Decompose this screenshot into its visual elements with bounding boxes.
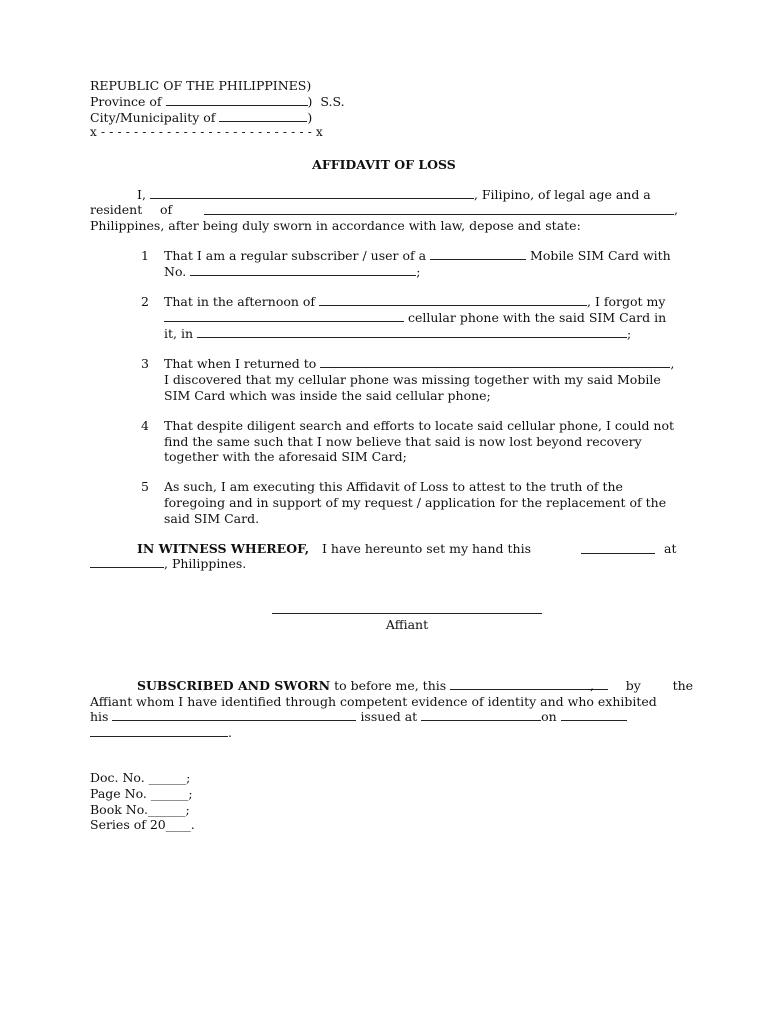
witness-tail: , Philippines.: [164, 556, 247, 571]
jurat-line-1: [137, 678, 608, 693]
intro-comma: ,: [674, 202, 678, 217]
witness-text: I have hereunto set my hand this: [322, 541, 532, 556]
item-1-text-b: Mobile SIM Card with: [530, 248, 671, 263]
jurat-day-blank[interactable]: [450, 678, 608, 690]
witness-bold: IN WITNESS WHEREOF,: [137, 541, 310, 556]
item-3-line-2: I discovered that my cellular phone was missing together with my said Mobile: [164, 372, 661, 387]
affiant-label: Affiant: [385, 617, 429, 632]
sim-network-blank[interactable]: [430, 248, 526, 260]
item-2-text-d: it, in: [164, 326, 194, 341]
ss-label: S.S.: [320, 94, 345, 109]
jurat-by: , by the: [590, 678, 694, 693]
item-1-text-d: ;: [416, 264, 421, 279]
jurat-line-3: [90, 709, 627, 724]
witness-line-2: [90, 556, 246, 571]
item-4-line-3: together with the aforesaid SIM Card;: [164, 449, 407, 464]
item-5-line-1: As such, I am executing this Affidavit of Loss to attest to the truth of the: [164, 479, 623, 494]
jurat-on: on: [541, 709, 557, 724]
witness-at: at: [664, 541, 677, 556]
item-1-text-c: No.: [164, 264, 187, 279]
residence-blank[interactable]: [204, 202, 674, 215]
jurat-issued: issued at: [360, 709, 418, 724]
item-3-text-a: That when I returned to: [164, 356, 317, 371]
item-2-text-c: cellular phone with the said SIM Card in: [407, 310, 667, 325]
witness-place-blank[interactable]: [90, 556, 164, 568]
item-2-text-b: , I forgot my: [587, 294, 666, 309]
return-place-blank[interactable]: [320, 356, 670, 368]
jurat-bold: SUBSCRIBED AND SWORN: [137, 678, 331, 693]
issued-place-blank[interactable]: [421, 709, 541, 721]
province-blank[interactable]: [166, 94, 308, 106]
item-2-text-e: ;: [627, 326, 632, 341]
item-2-text-a: That in the afternoon of: [164, 294, 316, 309]
jurat-line-2: Affiant whom I have identified through competent evidence of identity and who exhibited: [90, 694, 657, 709]
item-2-line-2: [164, 310, 666, 325]
book-no: Book No.______;: [90, 802, 190, 817]
document-title: AFFIDAVIT OF LOSS: [312, 157, 456, 172]
intro-line-1: [137, 187, 651, 202]
item-3-line-3: SIM Card which was inside the said cellular phone;: [164, 388, 491, 403]
city-line: [90, 110, 312, 125]
item-3-number: 3: [141, 356, 149, 371]
loss-place-blank[interactable]: [197, 326, 627, 338]
sim-number-blank[interactable]: [190, 264, 416, 276]
item-1-line-2: [164, 264, 420, 279]
item-4-number: 4: [141, 418, 149, 433]
republic-line: REPUBLIC OF THE PHILIPPINES): [90, 78, 312, 93]
jurat-text: to before me, this: [334, 678, 447, 693]
item-4-line-1: That despite diligent search and efforts to locate said cellular phone, I could not: [164, 418, 675, 433]
intro-i: I,: [137, 187, 146, 202]
city-blank[interactable]: [219, 110, 307, 122]
item-2-number: 2: [141, 294, 149, 309]
intro-line-2: [90, 202, 142, 217]
jurat-end: .: [228, 725, 232, 740]
item-5-number: 5: [141, 479, 149, 494]
province-line: [90, 94, 345, 109]
affiant-name-blank[interactable]: [150, 187, 474, 199]
item-3-line-1: [164, 356, 674, 371]
page-no: Page No. ______;: [90, 786, 193, 801]
signature-line[interactable]: [272, 601, 542, 614]
item-1-line-1: [164, 248, 671, 263]
province-close: ): [307, 94, 313, 109]
item-5-line-3: said SIM Card.: [164, 511, 260, 526]
item-1-number: 1: [141, 248, 149, 263]
separator-line: x - - - - - - - - - - - - - - - - - - - - - - - - - - x: [90, 125, 323, 139]
item-3-text-b: ,: [670, 356, 675, 371]
intro-line-3: Philippines, after being duly sworn in accordance with law, depose and state:: [90, 218, 581, 233]
item-5-line-2: foregoing and in support of my request / application for the replacement of the: [164, 495, 667, 510]
item-1-text-a: That I am a regular subscriber / user of a: [164, 248, 427, 263]
item-2-line-3: [164, 326, 631, 341]
id-blank[interactable]: [112, 709, 356, 721]
city-label: City/Municipality of: [90, 110, 216, 125]
loss-date-blank[interactable]: [319, 294, 587, 306]
intro-filipino: , Filipino, of legal age and a: [473, 187, 651, 202]
series: Series of 20____.: [90, 817, 195, 832]
doc-no: Doc. No. ______;: [90, 770, 191, 785]
intro-of: of: [160, 202, 173, 217]
issued-date-blank-2[interactable]: [90, 725, 228, 737]
jurat-line-4: [90, 725, 232, 740]
jurat-his: his: [90, 709, 109, 724]
item-2-line-1: [164, 294, 665, 309]
province-label: Province of: [90, 94, 162, 109]
intro-resident: resident: [90, 202, 143, 217]
witness-day-blank[interactable]: [581, 541, 655, 554]
item-4-line-2: find the same such that I now believe that said is now lost beyond recovery: [164, 434, 642, 449]
phone-brand-blank[interactable]: [164, 310, 404, 322]
city-close: ): [307, 110, 313, 125]
issued-date-blank[interactable]: [561, 709, 627, 721]
